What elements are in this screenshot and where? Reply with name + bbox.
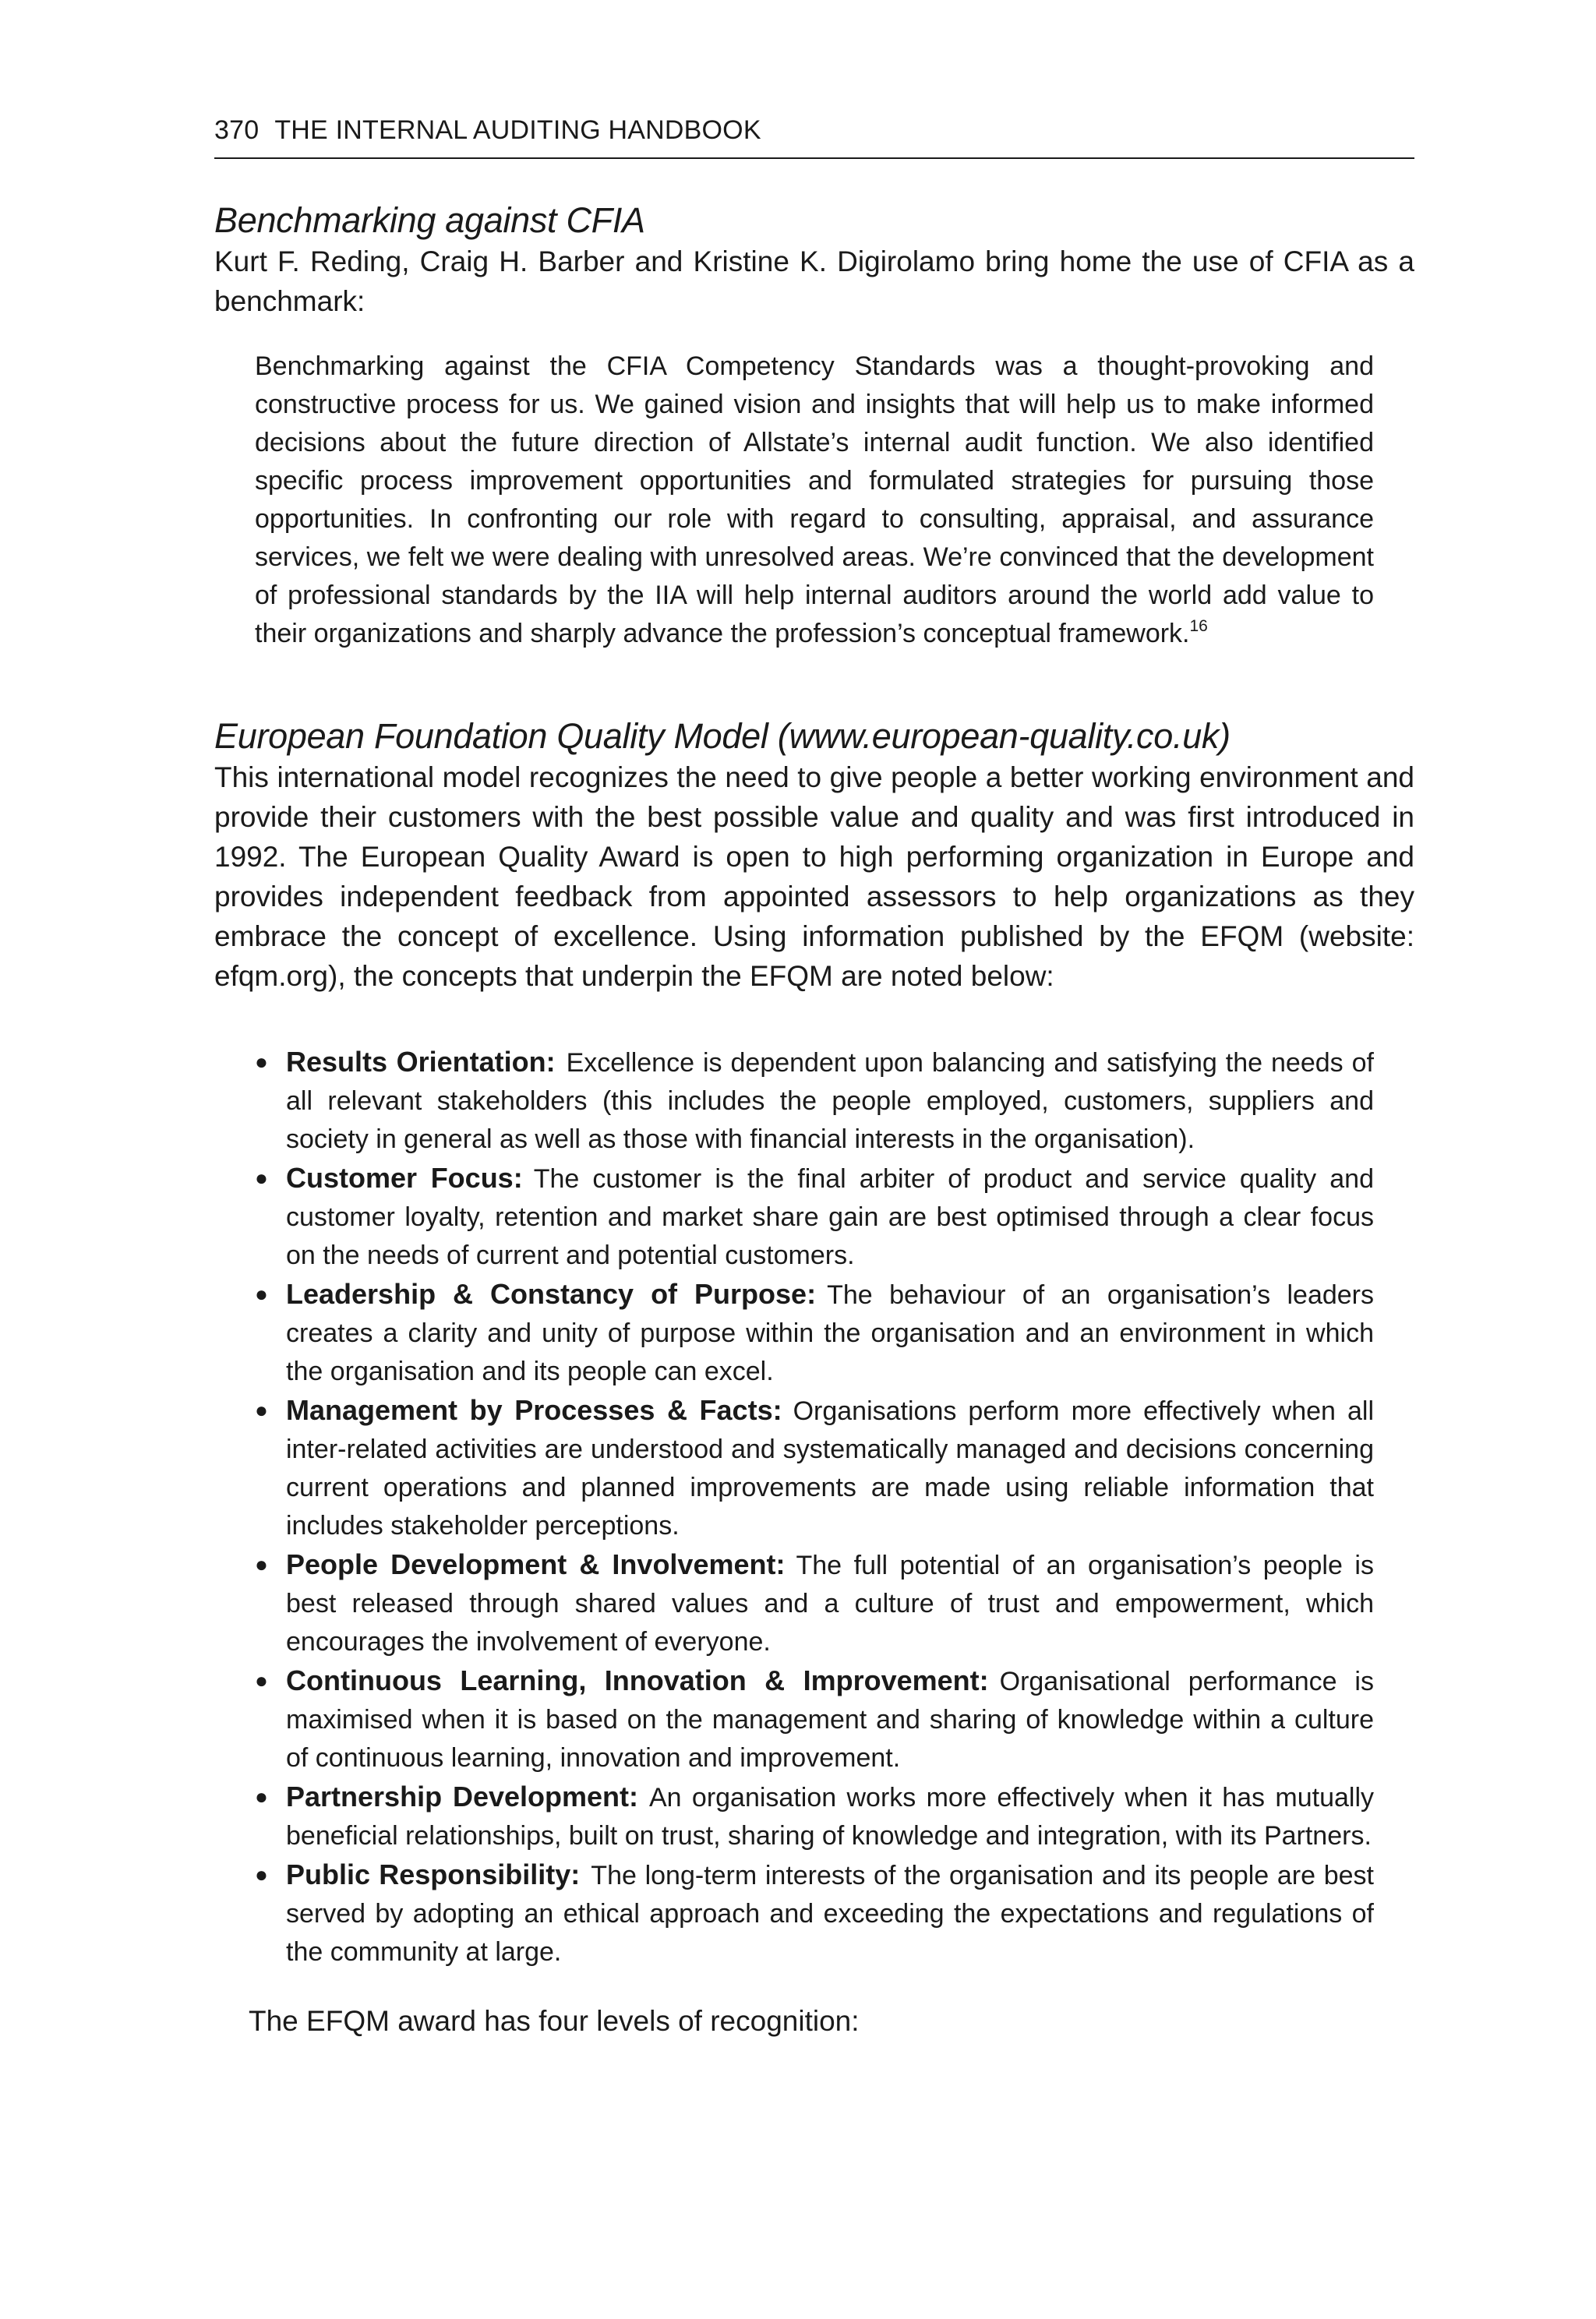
- book-title: THE INTERNAL AUDITING HANDBOOK: [274, 115, 761, 145]
- page-number: 370: [214, 115, 260, 145]
- concept-text: The long-term interests of the organisation and its people are best served by adopting an ethical approach and exceeding the expectations and regulations of the community at large.: [286, 1861, 1374, 1967]
- concept-text: Organisational performance is maximised when it is based on the management and sharing of knowledge within a culture of continuous learning, innovation and improvement.: [286, 1667, 1374, 1773]
- concept-text: The behaviour of an organisation’s leaders creates a clarity and unity of purpose within the organisation and an environment in which the organisation and its people can excel.: [286, 1280, 1375, 1386]
- cfia-intro-paragraph: Kurt F. Reding, Craig H. Barber and Kristine K. Digirolamo bring home the use of CFIA as a benchmark:: [214, 245, 1414, 317]
- bullet-icon: ●: [255, 1862, 268, 1887]
- concept-text: Organisations perform more effectively when all inter-related activities are understood and systematically managed and decisions concerning current operations and planned improvements are made using reliable information that includes stakeholder perceptions.: [286, 1396, 1374, 1541]
- concept-text: The full potential of an organisation’s people is best released through shared values and a culture of trust and empowerment, which encourages the involvement of everyone.: [286, 1551, 1374, 1657]
- list-item: [255, 1777, 1374, 1855]
- concept-term: Leadership & Constancy of Purpose:: [286, 1278, 817, 1310]
- list-item: [255, 1159, 1374, 1275]
- list-item: [255, 1275, 1374, 1391]
- section-heading-efqm: European Foundation Quality Model (www.european-quality.co.uk): [214, 716, 1231, 756]
- bullet-icon: ●: [255, 1166, 268, 1190]
- concept-text: An organisation works more effectively when it has mutually beneficial relationships, built on trust, sharing of knowledge and integration, with its Partners.: [286, 1783, 1374, 1851]
- page: [214, 117, 1414, 2041]
- concept-term: Management by Processes & Facts:: [286, 1394, 782, 1426]
- concept-term: Continuous Learning, Innovation & Improvement:: [286, 1664, 989, 1696]
- bullet-icon: ●: [255, 1282, 268, 1306]
- cfia-quote: [255, 348, 1374, 653]
- section-heading-cfia: Benchmarking against CFIA: [214, 200, 645, 240]
- concept-text: The customer is the final arbiter of product and service quality and customer loyalty, retention and market share gain are best optimised through a clear focus on the needs of current and potential customers.: [286, 1164, 1374, 1270]
- list-item: [255, 1545, 1374, 1661]
- concept-term: Public Responsibility:: [286, 1858, 581, 1890]
- cfia-quote-text: Benchmarking against the CFIA Competency Standards was a thought-provoking and constructive process for us. We gained vision and insights that will help us to make informed decisions about the future direction of Allstate’s internal audit function. We also identified specific process improvement opportunities and formulated strategies for pursuing those opportunities. In confronting our role with regard to consulting, appraisal, and assurance services, we felt we were dealing with unresolved areas. We’re convinced that the development of professional standards by the IIA will help internal auditors around the world add value to their organizations and sharply advance the profession’s conceptual framework.: [255, 351, 1374, 648]
- concept-term: Customer Focus:: [286, 1162, 523, 1194]
- concept-term: Partnership Development:: [286, 1781, 638, 1812]
- concept-term: People Development & Involvement:: [286, 1548, 786, 1580]
- list-item: [255, 1855, 1374, 1971]
- list-item: [255, 1391, 1374, 1545]
- bullet-icon: ●: [255, 1784, 268, 1809]
- list-item: [255, 1661, 1374, 1777]
- bullet-icon: ●: [255, 1668, 268, 1692]
- bullet-icon: ●: [255, 1552, 268, 1576]
- efqm-closing-paragraph: The EFQM award has four levels of recognition:: [249, 2005, 860, 2037]
- efqm-intro-paragraph: This international model recognizes the need to give people a better working environment and provide their customers with the best possible value and quality and was first introduced in 1992. The European Quality Award is open to high performing organization in Europe and provides independent feedback from appointed assessors to help organizations as they embrace the concept of excellence. Using information published by the EFQM (website: efqm.org), the concepts that underpin the EFQM are noted below:: [214, 761, 1414, 992]
- concept-text: Excellence is dependent upon balancing and satisfying the needs of all relevant stakeholders (this includes the people employed, customers, suppliers and society in general as well as those with financial interests in the organisation).: [286, 1048, 1374, 1154]
- footnote-ref: 16: [1189, 617, 1208, 635]
- list-item: [255, 1043, 1374, 1159]
- running-head: [214, 117, 1414, 159]
- concept-term: Results Orientation:: [286, 1046, 556, 1078]
- bullet-icon: ●: [255, 1398, 268, 1422]
- efqm-concepts-list: [255, 1043, 1374, 1971]
- bullet-icon: ●: [255, 1050, 268, 1074]
